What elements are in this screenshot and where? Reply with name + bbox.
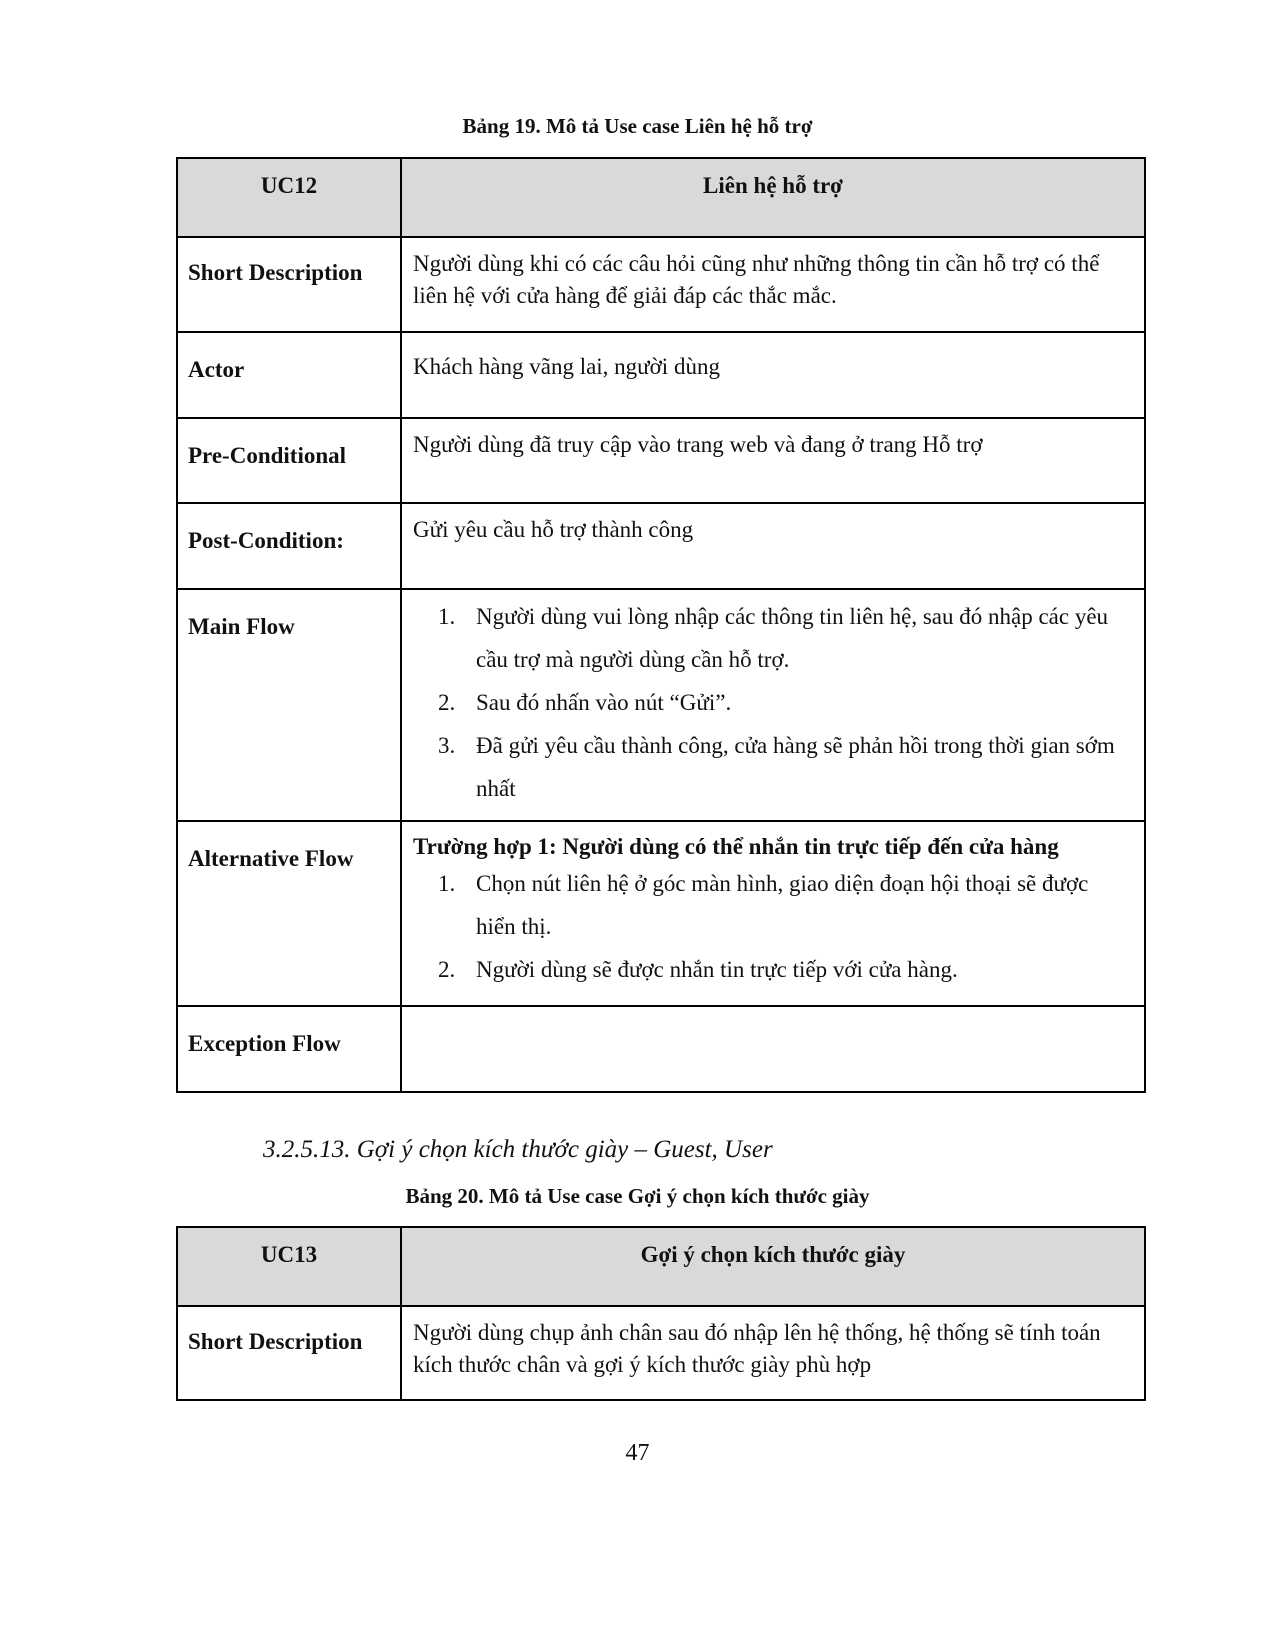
list-item xyxy=(402,595,1132,681)
step-text: Người dùng vui lòng nhập các thông tin liên hệ, sau đó nhập các yêu cầu trợ mà người dùng cần hỗ trợ. xyxy=(476,604,1109,672)
row-label: Short Description xyxy=(188,260,363,285)
step-number: 3. xyxy=(438,733,456,758)
table-row xyxy=(177,332,1145,418)
table-header-row xyxy=(177,1227,1145,1306)
alternative-case-title: Trường hợp 1: Người dùng có thể nhắn tin trực tiếp đến cửa hàng xyxy=(413,834,1059,859)
table-row xyxy=(177,503,1145,589)
row-value-cell xyxy=(401,1306,1145,1400)
row-value-cell xyxy=(401,418,1145,503)
uc-id-cell xyxy=(177,158,401,237)
step-number: 1. xyxy=(438,871,456,896)
row-value-cell xyxy=(401,1006,1145,1092)
row-label: Short Description xyxy=(188,1329,363,1354)
list-item xyxy=(402,948,1132,991)
use-case-table-uc13 xyxy=(176,1226,1146,1401)
row-value-cell xyxy=(401,332,1145,418)
row-label: Alternative Flow xyxy=(188,846,354,871)
row-label: Pre-Conditional xyxy=(188,443,347,468)
table-row xyxy=(177,589,1145,821)
row-label: Main Flow xyxy=(188,614,295,639)
table-header-row xyxy=(177,158,1145,237)
table-19-caption: Bảng 19. Mô tả Use case Liên hệ hỗ trợ xyxy=(462,114,813,138)
step-text: Sau đó nhấn vào nút “Gửi”. xyxy=(476,690,732,715)
uc-name-cell xyxy=(401,1227,1145,1306)
actor-text: Khách hàng vãng lai, người dùng xyxy=(413,354,720,379)
step-text: Người dùng sẽ được nhắn tin trực tiếp với cửa hàng. xyxy=(476,957,958,982)
uc-name-cell xyxy=(401,158,1145,237)
uc-name: Liên hệ hỗ trợ xyxy=(703,173,843,198)
main-flow-list xyxy=(402,590,1144,810)
short-description-text: Người dùng chụp ảnh chân sau đó nhập lên hệ thống, hệ thống sẽ tính toán kích thước chân và gợi ý kích thước giày phù hợp xyxy=(413,1320,1101,1377)
table-row xyxy=(177,418,1145,503)
row-label: Actor xyxy=(188,357,245,382)
row-label-cell xyxy=(177,503,401,589)
page-number: 47 xyxy=(625,1440,650,1466)
table-20-caption: Bảng 20. Mô tả Use case Gợi ý chọn kích thước giày xyxy=(405,1184,870,1208)
list-item xyxy=(402,724,1132,810)
step-number: 1. xyxy=(438,604,456,629)
row-label: Exception Flow xyxy=(188,1031,341,1056)
uc-id: UC13 xyxy=(260,1242,318,1267)
table-row xyxy=(177,237,1145,332)
uc-id-cell xyxy=(177,1227,401,1306)
row-label: Post-Condition: xyxy=(188,528,344,553)
list-item xyxy=(402,681,1132,724)
step-number: 2. xyxy=(438,690,456,715)
table-row xyxy=(177,1006,1145,1092)
alternative-flow-list xyxy=(402,862,1144,991)
row-label-cell xyxy=(177,589,401,821)
table-row xyxy=(177,1306,1145,1400)
row-label-cell xyxy=(177,237,401,332)
step-text: Chọn nút liên hệ ở góc màn hình, giao diện đoạn hội thoại sẽ được hiển thị. xyxy=(476,871,1089,939)
use-case-table-uc12 xyxy=(176,157,1146,1093)
section-heading: 3.2.5.13. Gợi ý chọn kích thước giày – Guest, User xyxy=(263,1136,773,1163)
row-value-cell xyxy=(401,237,1145,332)
uc-id: UC12 xyxy=(260,173,318,198)
row-label-cell xyxy=(177,418,401,503)
pre-condition-text: Người dùng đã truy cập vào trang web và đang ở trang Hỗ trợ xyxy=(413,432,983,457)
row-label-cell xyxy=(177,1006,401,1092)
step-number: 2. xyxy=(438,957,456,982)
row-label-cell xyxy=(177,821,401,1006)
row-value-cell xyxy=(401,821,1145,1006)
short-description-text: Người dùng khi có các câu hỏi cũng như những thông tin cần hỗ trợ có thể liên hệ với cửa hàng để giải đáp các thắc mắc. xyxy=(413,251,1100,308)
list-item xyxy=(402,862,1132,948)
step-text: Đã gửi yêu cầu thành công, cửa hàng sẽ phản hồi trong thời gian sớm nhất xyxy=(476,733,1115,801)
row-value-cell xyxy=(401,503,1145,589)
table-row xyxy=(177,821,1145,1006)
row-value-cell xyxy=(401,589,1145,821)
uc-name: Gợi ý chọn kích thước giày xyxy=(640,1242,906,1267)
row-label-cell xyxy=(177,1306,401,1400)
row-label-cell xyxy=(177,332,401,418)
post-condition-text: Gửi yêu cầu hỗ trợ thành công xyxy=(413,517,694,542)
exception-flow-text xyxy=(402,1007,1144,1017)
